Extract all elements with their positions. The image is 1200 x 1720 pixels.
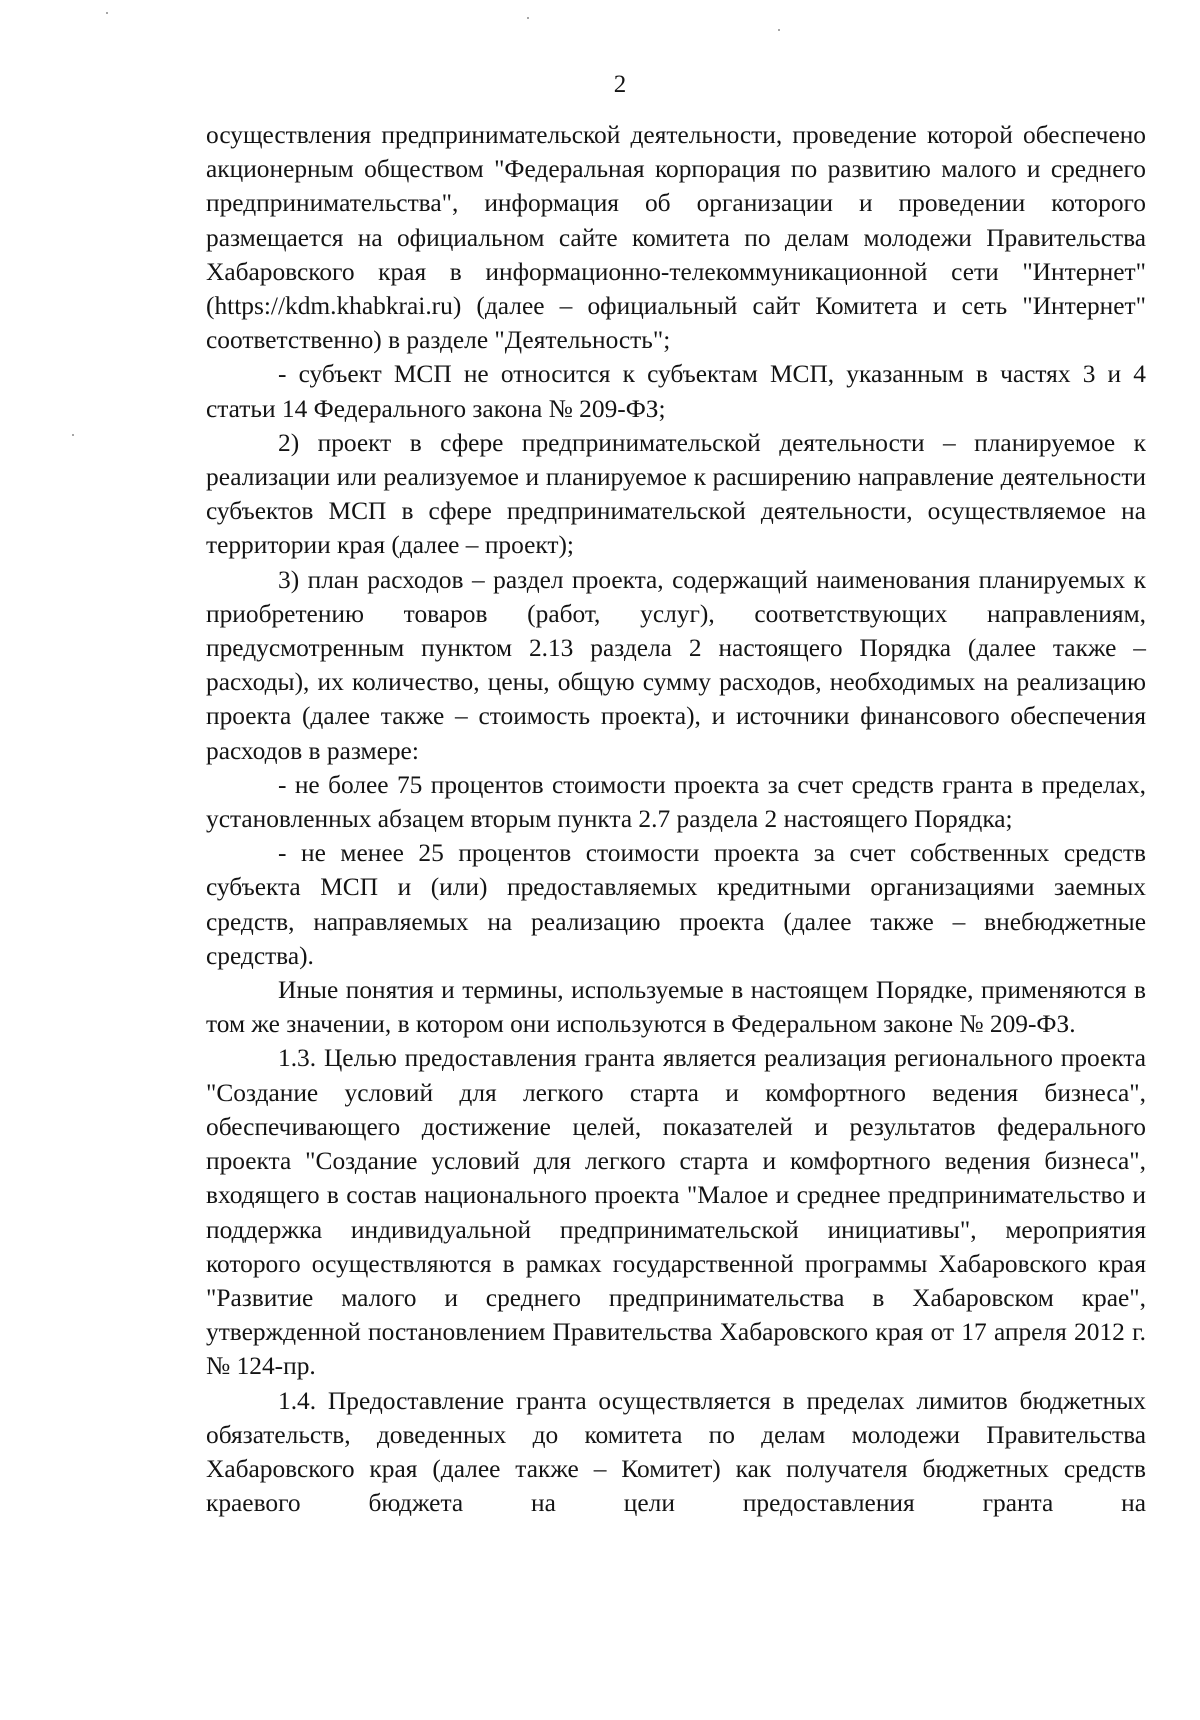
paragraph-definition-expense-plan: 3) план расходов – раздел проекта, содержащий наименования планируемых к приобретению товаров (работ, услуг), соответствующих направлениям, предусмотренным пунктом 2.13 раздела 2 настоящего Порядка (далее также – расходы), их количество, цены, общую сумму расходов, необходимых на реализацию проекта (далее также – стоимость проекта), и источники финансового обеспечения расходов в размере: <box>206 565 1146 765</box>
paragraph-definition-project: 2) проект в сфере предпринимательской деятельности – планируемое к реализации или реализуемое и планируемое к расширению направление деятельности субъектов МСП в сфере предпринимательской деятельности, осуществляемое на территории края (далее – проект); <box>206 428 1146 560</box>
scan-speck <box>778 29 780 31</box>
paragraph-grant-share: - не более 75 процентов стоимости проекта за счет средств гранта в пределах, установленных абзацем вторым пункта 2.7 раздела 2 настоящего Порядка; <box>206 770 1146 834</box>
paragraph-section-1-3: 1.3. Целью предоставления гранта является реализация регионального проекта "Создание условий для легкого старта и комфортного ведения бизнеса", обеспечивающего достижение целей, показателей и результатов федерального проекта "Создание условий для легкого старта и комфортного ведения бизнеса", входящего в состав национального проекта "Малое и среднее предпринимательство и поддержка индивидуальной предпринимательской инициативы", мероприятия которого осуществляются в рамках государственной программы Хабаровского края "Развитие малого и среднего предпринимательства в Хабаровском крае", утвержденной постановлением Правительства Хабаровского края от 17 апреля 2012 г. № 124-пр. <box>206 1044 1146 1381</box>
scan-speck <box>106 12 108 14</box>
paragraph-continuation: осуществления предпринимательской деятельности, проведение которой обеспечено акционерным обществом "Федеральная корпорация по развитию малого и среднего предпринимательства", информация об организации и проведении которого размещается на официальном сайте комитета по делам молодежи Правительства Хабаровского края в информационно-телекоммуникационной сети "Интернет" (https://kdm.khabkrai.ru) (далее – официальный сайт Комитета и сеть "Интернет" соответственно) в разделе "Деятельность"; <box>206 121 1146 355</box>
scan-speck <box>527 17 529 19</box>
page-number: 2 <box>613 71 627 98</box>
paragraph-msp-exclusion: - субъект МСП не относится к субъектам МСП, указанным в частях 3 и 4 статьи 14 Федерального закона № 209-ФЗ; <box>206 360 1146 423</box>
document-body <box>206 118 1146 1520</box>
paragraph-own-funds-share: - не менее 25 процентов стоимости проекта за счет собственных средств субъекта МСП и (или) предоставляемых кредитными организациями заемных средств, направляемых на реализацию проекта (далее также – внебюджетные средства). <box>206 839 1146 970</box>
paragraph-other-terms: Иные понятия и термины, используемые в настоящем Порядке, применяются в том же значении, в котором они используются в Федеральном законе № 209-ФЗ. <box>206 976 1146 1039</box>
scan-speck <box>72 434 74 436</box>
paragraph-section-1-4: 1.4. Предоставление гранта осуществляется в пределах лимитов бюджетных обязательств, доведенных до комитета по делам молодежи Правительства Хабаровского края (далее также – Комитет) как получателя бюджетных средств краевого бюджета на цели предоставления гранта на <box>206 1386 1146 1518</box>
